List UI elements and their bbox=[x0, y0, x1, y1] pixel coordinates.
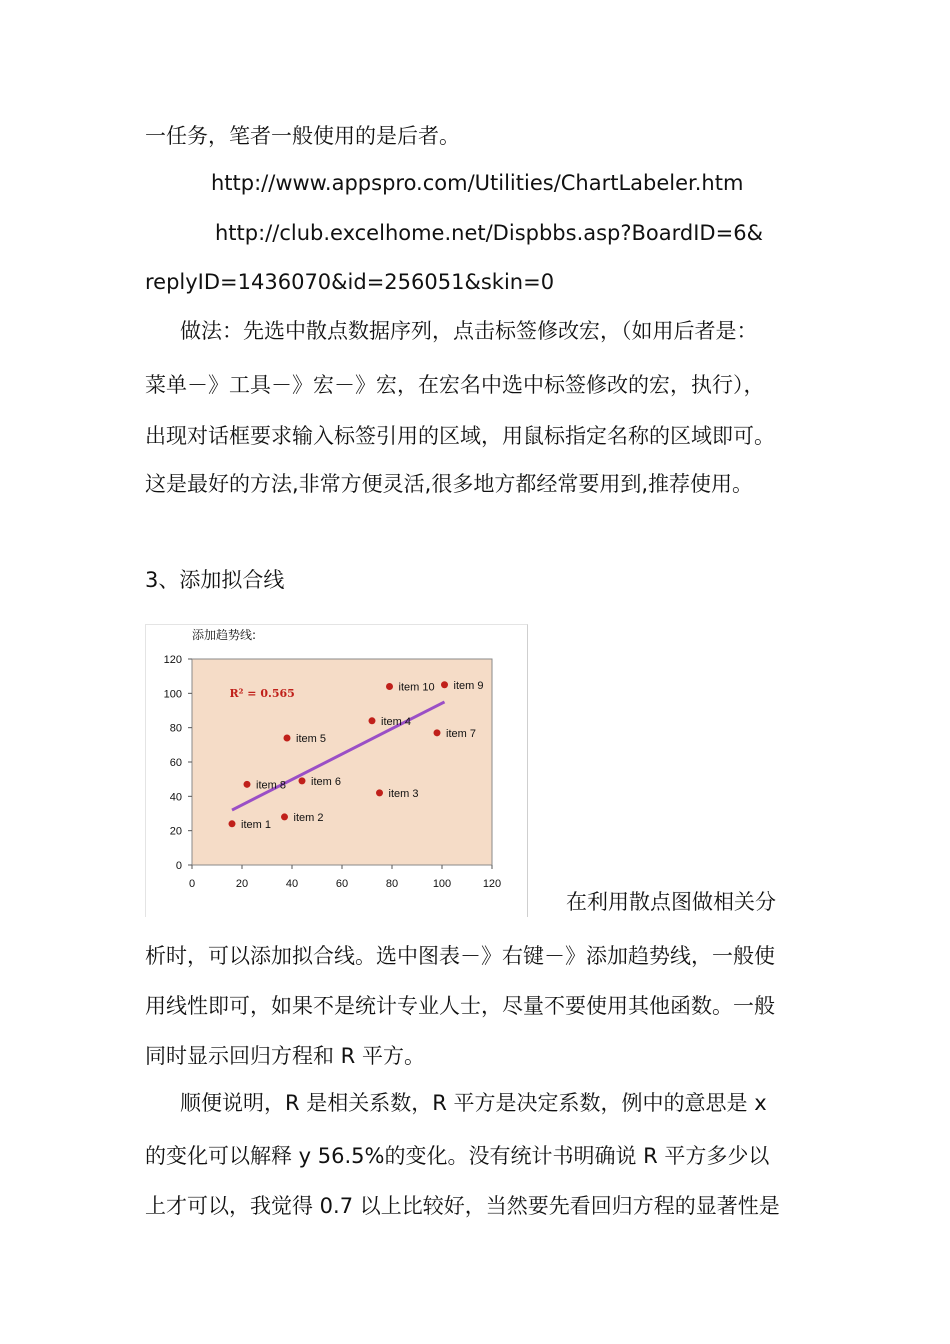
x-tick-label: 40 bbox=[285, 878, 299, 890]
paragraph-method-4: 这是最好的方法,非常方便灵活,很多地方都经常要用到,推荐使用。 bbox=[145, 472, 754, 496]
data-point bbox=[281, 813, 288, 820]
data-point bbox=[299, 777, 306, 784]
paragraph-method-1: 做法：先选中散点数据序列，点击标签修改宏，（如用后者是： bbox=[180, 319, 758, 343]
point-label: item 7 bbox=[446, 727, 476, 740]
data-point bbox=[229, 820, 236, 827]
url-chartlabeler[interactable]: http://www.appspro.com/Utilities/ChartLabeler.htm bbox=[211, 171, 744, 195]
scatter-chart-svg bbox=[146, 625, 529, 918]
point-label: item 3 bbox=[388, 787, 419, 800]
paragraph-method-2: 菜单－》工具－》宏－》宏，在宏名中选中标签修改的宏，执行）， bbox=[145, 373, 765, 397]
data-point bbox=[369, 717, 376, 724]
paragraph-r2-3: 上才可以，我觉得 0.7 以上比较好，当然要先看回归方程的显著性是 bbox=[145, 1194, 780, 1218]
point-label: item 1 bbox=[241, 818, 271, 831]
point-label: item 5 bbox=[296, 732, 326, 745]
r-squared-label: R² = 0.565 bbox=[229, 686, 295, 700]
x-tick-label: 120 bbox=[482, 878, 502, 890]
data-point bbox=[441, 681, 448, 688]
point-label: item 4 bbox=[381, 715, 411, 728]
paragraph-r2-1: 顺便说明，R 是相关系数，R 平方是决定系数，例中的意思是 x bbox=[180, 1091, 767, 1115]
y-tick-label: 40 bbox=[169, 791, 182, 804]
url-excelhome-part2[interactable]: replyID=1436070&id=256051&skin=0 bbox=[145, 270, 555, 294]
scatter-chart bbox=[145, 624, 528, 917]
section-heading: 3、添加拟合线 bbox=[145, 568, 285, 592]
paragraph-trend-2: 析时，可以添加拟合线。选中图表－》右键－》添加趋势线，一般使 bbox=[145, 944, 775, 968]
y-tick-label: 80 bbox=[169, 722, 182, 735]
data-point bbox=[386, 683, 393, 690]
x-tick-label: 0 bbox=[188, 878, 196, 890]
data-point bbox=[244, 781, 251, 788]
y-tick-label: 120 bbox=[163, 654, 182, 666]
point-label: item 9 bbox=[453, 679, 484, 692]
x-tick-label: 60 bbox=[335, 878, 349, 890]
paragraph-r2-2: 的变化可以解释 y 56.5%的变化。没有统计书明确说 R 平方多少以 bbox=[145, 1144, 770, 1168]
paragraph-method-3: 出现对话框要求输入标签引用的区域，用鼠标指定名称的区域即可。 bbox=[145, 424, 775, 448]
x-tick-label: 100 bbox=[432, 878, 452, 890]
paragraph-trend-4: 同时显示回归方程和 R 平方。 bbox=[145, 1044, 425, 1068]
y-tick-label: 0 bbox=[175, 860, 182, 872]
y-tick-label: 100 bbox=[163, 688, 182, 701]
chart-title: 添加趋势线: bbox=[192, 628, 257, 642]
y-tick-label: 60 bbox=[169, 757, 182, 769]
x-tick-label: 20 bbox=[235, 878, 249, 890]
y-tick-label: 20 bbox=[169, 825, 182, 838]
paragraph-trend-1: 在利用散点图做相关分 bbox=[566, 890, 776, 914]
point-label: item 6 bbox=[311, 775, 341, 788]
url-excelhome-part1[interactable]: http://club.excelhome.net/Dispbbs.asp?BoardID=6& bbox=[215, 221, 763, 245]
data-point bbox=[434, 729, 441, 736]
point-label: item 8 bbox=[256, 779, 286, 792]
data-point bbox=[284, 734, 291, 741]
point-label: item 2 bbox=[293, 811, 324, 824]
x-tick-label: 80 bbox=[385, 878, 399, 890]
paragraph-trend-3: 用线性即可，如果不是统计专业人士，尽量不要使用其他函数。一般 bbox=[145, 994, 775, 1018]
line-task: 一任务，笔者一般使用的是后者。 bbox=[145, 124, 460, 148]
data-point bbox=[376, 789, 383, 796]
point-label: item 10 bbox=[398, 681, 435, 694]
